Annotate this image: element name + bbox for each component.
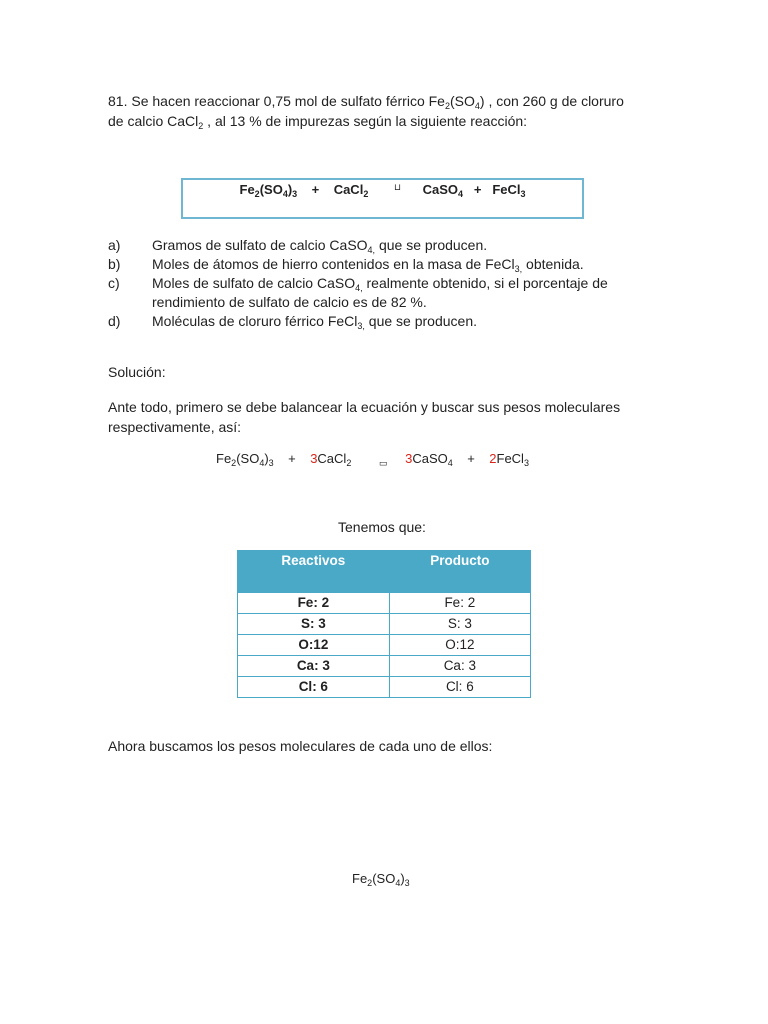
problem-statement-line-2: de calcio CaCl$_2$ , al 13 % de impurezas según la siguiente reacción: <box>108 113 528 131</box>
table-header-row <box>238 551 531 593</box>
formula-fe2so43: $Fe_2(SO_4)_3$ <box>352 871 410 888</box>
reactivo-cell: O:12 <box>238 635 390 656</box>
producto-cell: S: 3 <box>389 614 530 635</box>
producto-cell: Ca: 3 <box>389 656 530 677</box>
reaction-equation: $Fe_2(SO_4)_3$ + CaCl$_2$ ⊔ CaSO$_4$ + FeCl$_3$ <box>239 182 526 199</box>
intro-text-line-2: respectivamente, así: <box>108 419 242 435</box>
problem-statement-line-1: 81. Se hacen reaccionar 0,75 mol de sulfato férrico $Fe_2(SO_4)$ , con 260 g de cloruro <box>108 93 624 111</box>
reactivo-cell: S: 3 <box>238 614 390 635</box>
table-row <box>238 656 531 677</box>
list-item: c) Moles de sulfato de calcio CaSO$_{4,}$ realmente obtenido, si el porcentaje de rendimiento de sulfato de calcio es de 82 %. <box>108 275 608 310</box>
reaction-arrow-icon: ▭ <box>378 458 388 468</box>
coefficient-caso4: 3 <box>405 451 413 466</box>
reaction-arrow-icon: ⊔ <box>393 182 401 192</box>
table-row <box>238 593 531 614</box>
solucion-heading: Solución: <box>108 364 166 380</box>
balanced-equation: $Fe_2(SO_4)_3$ + 3CaCl$_2$ ▭ 3CaSO$_4$ + 2FeCl$_3$ <box>216 451 529 468</box>
intro-text-line-1: Ante todo, primero se debe balancear la ecuación y buscar sus pesos moleculares <box>108 399 621 415</box>
reaction-box <box>181 178 584 219</box>
column-header-reactivos: Reactivos <box>238 551 390 593</box>
producto-cell: Cl: 6 <box>389 677 530 698</box>
reactivo-cell: Ca: 3 <box>238 656 390 677</box>
coefficient-cacl2: 3 <box>310 451 318 466</box>
column-header-producto: Producto <box>389 551 530 593</box>
atom-balance-table <box>237 550 531 698</box>
tenemos-label: Tenemos que: <box>338 519 426 535</box>
table-row <box>238 635 531 656</box>
list-item: a) Gramos de sulfato de calcio CaSO$_{4,}$ que se producen. <box>108 237 488 255</box>
list-item: d) Moléculas de cloruro férrico FeCl$_{3,}$ que se producen. <box>108 313 478 331</box>
reactivo-cell: Fe: 2 <box>238 593 390 614</box>
reactivo-cell: Cl: 6 <box>238 677 390 698</box>
question-list <box>108 236 668 331</box>
producto-cell: O:12 <box>389 635 530 656</box>
producto-cell: Fe: 2 <box>389 593 530 614</box>
list-item: b) Moles de átomos de hierro contenidos en la masa de FeCl$_{3,}$ obtenida. <box>108 256 584 274</box>
table-row <box>238 614 531 635</box>
coefficient-fecl3: 2 <box>489 451 497 466</box>
table-row <box>238 677 531 698</box>
ahora-text: Ahora buscamos los pesos moleculares de cada uno de ellos: <box>108 738 493 754</box>
